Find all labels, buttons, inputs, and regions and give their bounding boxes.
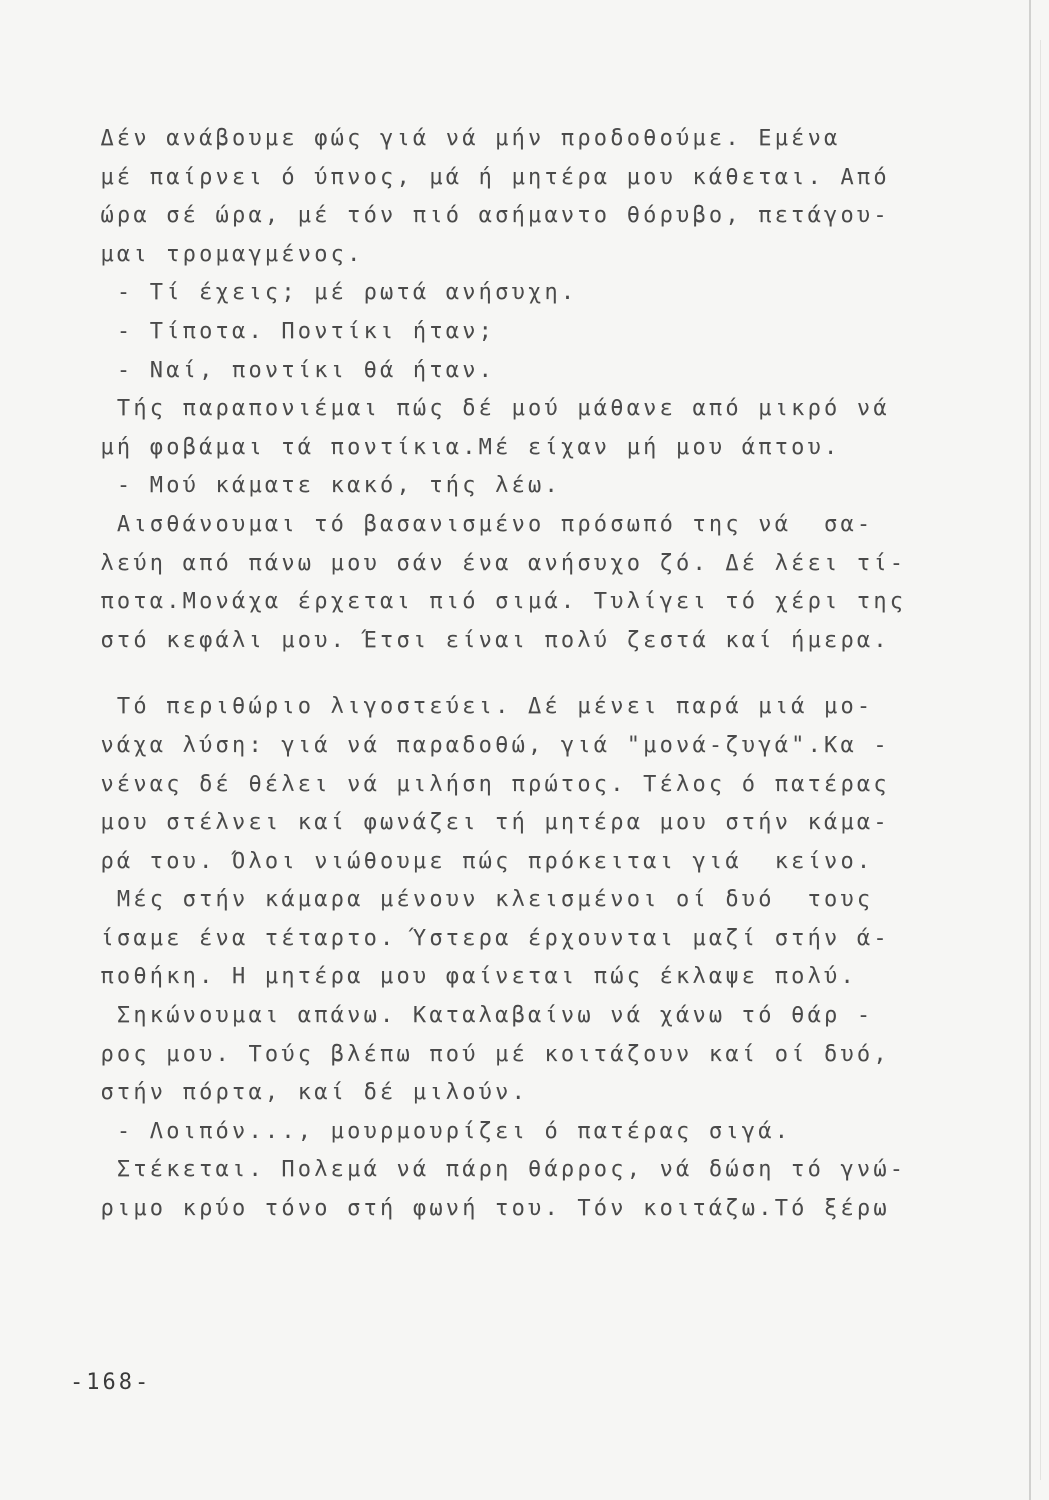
text-line: ώρα σέ ώρα, μέ τόν πιό ασήμαντο θόρυβο, πετάγου- xyxy=(84,203,890,229)
text-line: ριμο κρύο τόνο στή φωνή του. Τόν κοιτάζω.Τό ξέρω xyxy=(84,1196,890,1222)
text-line: - Μού κάματε κακό, τής λέω. xyxy=(84,473,561,499)
text-line: στό κεφάλι μου. Έτσι είναι πολύ ζεστά καί ήμερα. xyxy=(84,627,890,653)
text-line: λεύη από πάνω μου σάν ένα ανήσυχο ζό. Δέ λέει τί- xyxy=(84,550,907,576)
text-line: Στέκεται. Πολεμά νά πάρη θάρρος, νά δώση τό γνώ- xyxy=(84,1157,907,1183)
text-line: - Τί έχεις; μέ ρωτά ανήσυχη. xyxy=(84,280,578,306)
text-line: ποθήκη. Η μητέρα μου φαίνεται πώς έκλαψε πολύ. xyxy=(84,964,857,990)
text-line: - Ναί, ποντίκι θά ήταν. xyxy=(84,357,496,383)
text-line: Αισθάνουμαι τό βασανισμένο πρόσωπό της νά σα- xyxy=(84,511,874,537)
text-line: - Λοιπόν..., μουρμουρίζει ό πατέρας σιγά. xyxy=(84,1118,792,1144)
text-line: Σηκώνουμαι απάνω. Καταλαβαίνω νά χάνω τό θάρ - xyxy=(84,1003,874,1029)
text-line: στήν πόρτα, καί δέ μιλούν. xyxy=(84,1080,529,1106)
text-line: ρος μου. Τούς βλέπω πού μέ κοιτάζουν καί οί δυό, xyxy=(84,1041,890,1067)
paragraph-gap xyxy=(84,660,964,688)
text-line: Τό περιθώριο λιγοστεύει. Δέ μένει παρά μιά μο- xyxy=(84,694,874,720)
text-line: μή φοβάμαι τά ποντίκια.Μέ είχαν μή μου άπτου. xyxy=(84,434,841,460)
page-number: -168- xyxy=(70,1370,152,1395)
text-line: - Τίποτα. Ποντίκι ήταν; xyxy=(84,318,496,344)
text-line: μέ παίρνει ό ύπνος, μά ή μητέρα μου κάθεται. Από xyxy=(84,164,890,190)
page-edge-shadow xyxy=(1029,0,1031,1500)
text-line: νάχα λύση: γιά νά παραδοθώ, γιά "μονά-ζυγά".Κα - xyxy=(84,732,890,758)
text-line: Μές στήν κάμαρα μένουν κλεισμένοι οί δυό τους xyxy=(84,887,874,913)
body-text xyxy=(84,120,964,1229)
text-line: Δέν ανάβουμε φώς γιά νά μήν προδοθούμε. Εμένα xyxy=(84,126,841,151)
text-line: ρά του. Όλοι νιώθουμε πώς πρόκειται γιά κείνο. xyxy=(84,848,874,874)
text-line: ίσαμε ένα τέταρτο. Ύστερα έρχουνται μαζί στήν ά- xyxy=(84,925,890,951)
text-line: νένας δέ θέλει νά μιλήση πρώτος. Τέλος ό πατέρας xyxy=(84,771,890,797)
text-line: μαι τρομαγμένος. xyxy=(84,241,364,267)
page-edge-line xyxy=(1040,40,1041,1480)
text-line: Τής παραπονιέμαι πώς δέ μού μάθανε από μικρό νά xyxy=(84,396,890,422)
text-line: ποτα.Μονάχα έρχεται πιό σιμά. Τυλίγει τό χέρι της xyxy=(84,589,907,615)
text-line: μου στέλνει καί φωνάζει τή μητέρα μου στήν κάμα- xyxy=(84,810,890,836)
